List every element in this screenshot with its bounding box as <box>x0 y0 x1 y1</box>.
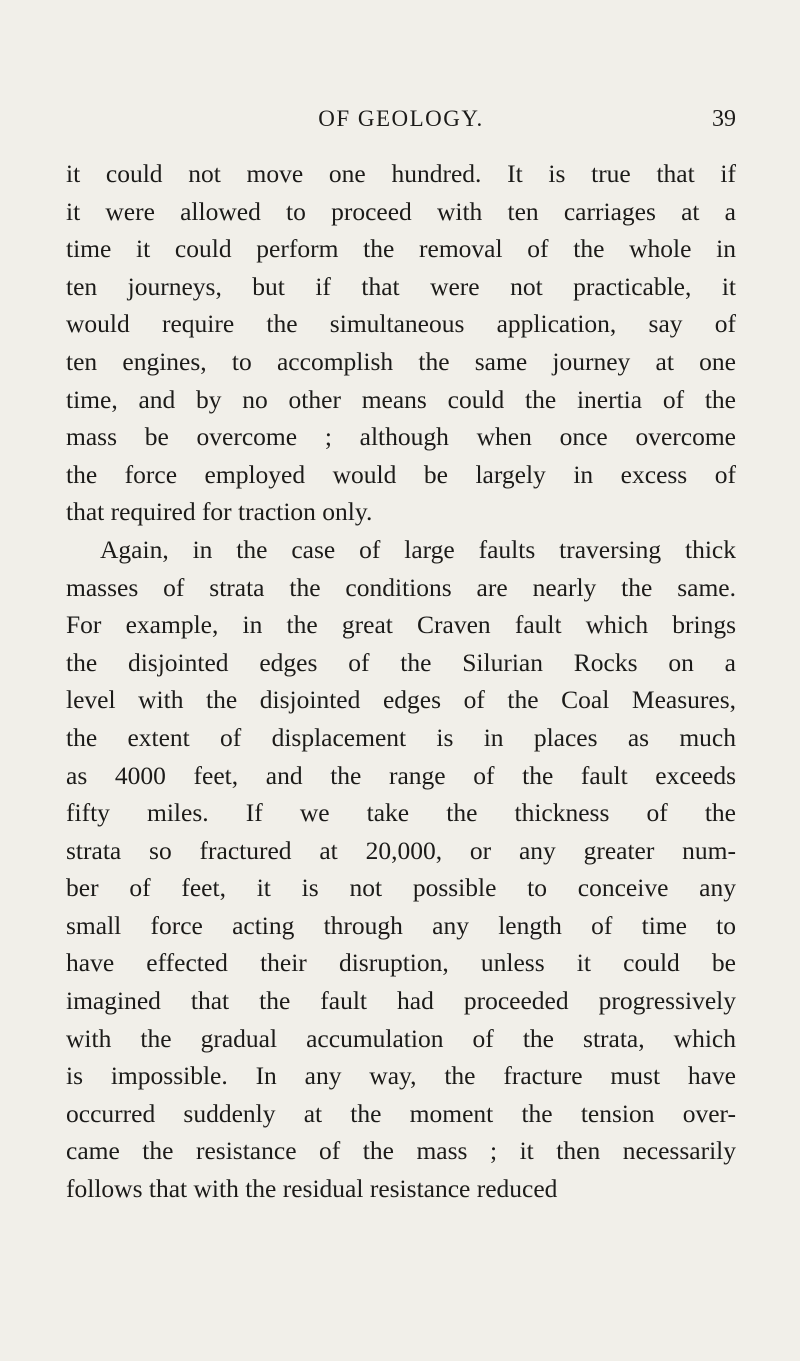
body-text <box>66 155 736 1208</box>
text-line: came the resistance of the mass ; it then necessarily <box>66 1136 736 1166</box>
text-line: that required for traction only. <box>66 497 373 527</box>
text-line: time it could perform the removal of the whole in <box>66 234 736 264</box>
text-line: imagined that the fault had proceeded progressively <box>66 986 736 1016</box>
text-line: the disjointed edges of the Silurian Rocks on a <box>66 647 736 677</box>
text-line: as 4000 feet, and the range of the fault exceeds <box>66 760 736 790</box>
text-line: ten journeys, but if that were not practicable, it <box>66 271 736 301</box>
paragraph-2 <box>66 531 736 1208</box>
text-line: it were allowed to proceed with ten carriages at a <box>66 196 736 226</box>
text-line: level with the disjointed edges of the Coal Measures, <box>66 685 736 715</box>
text-line: Again, in the case of large faults traversing thick <box>100 534 736 564</box>
text-line: is impossible. In any way, the fracture must have <box>66 1061 736 1091</box>
text-line: fifty miles. If we take the thickness of the <box>66 798 736 828</box>
text-line: the extent of displacement is in places as much <box>66 722 736 752</box>
text-line: the force employed would be largely in excess of <box>66 459 736 489</box>
text-line: occurred suddenly at the moment the tension over- <box>66 1098 736 1128</box>
text-line: ten engines, to accomplish the same journey at one <box>66 346 736 376</box>
text-line: For example, in the great Craven fault which brings <box>66 610 736 640</box>
text-line: have effected their disruption, unless it could be <box>66 948 736 978</box>
text-line: follows that with the residual resistance reduced <box>66 1174 558 1204</box>
text-line: with the gradual accumulation of the strata, which <box>66 1023 736 1053</box>
text-line: masses of strata the conditions are nearly the same. <box>66 572 736 602</box>
text-line: would require the simultaneous application, say of <box>66 309 736 339</box>
text-line: it could not move one hundred. It is true that if <box>66 159 736 188</box>
page-number: 39 <box>712 106 736 132</box>
paragraph-1 <box>66 155 736 531</box>
text-line: strata so fractured at 20,000, or any greater num- <box>66 835 736 865</box>
text-line: small force acting through any length of time to <box>66 910 736 940</box>
running-title: OF GEOLOGY. <box>318 106 484 131</box>
text-line: ber of feet, it is not possible to conceive any <box>66 873 736 903</box>
text-line: mass be overcome ; although when once overcome <box>66 422 736 452</box>
running-head <box>66 106 736 140</box>
text-line: time, and by no other means could the inertia of the <box>66 384 736 414</box>
